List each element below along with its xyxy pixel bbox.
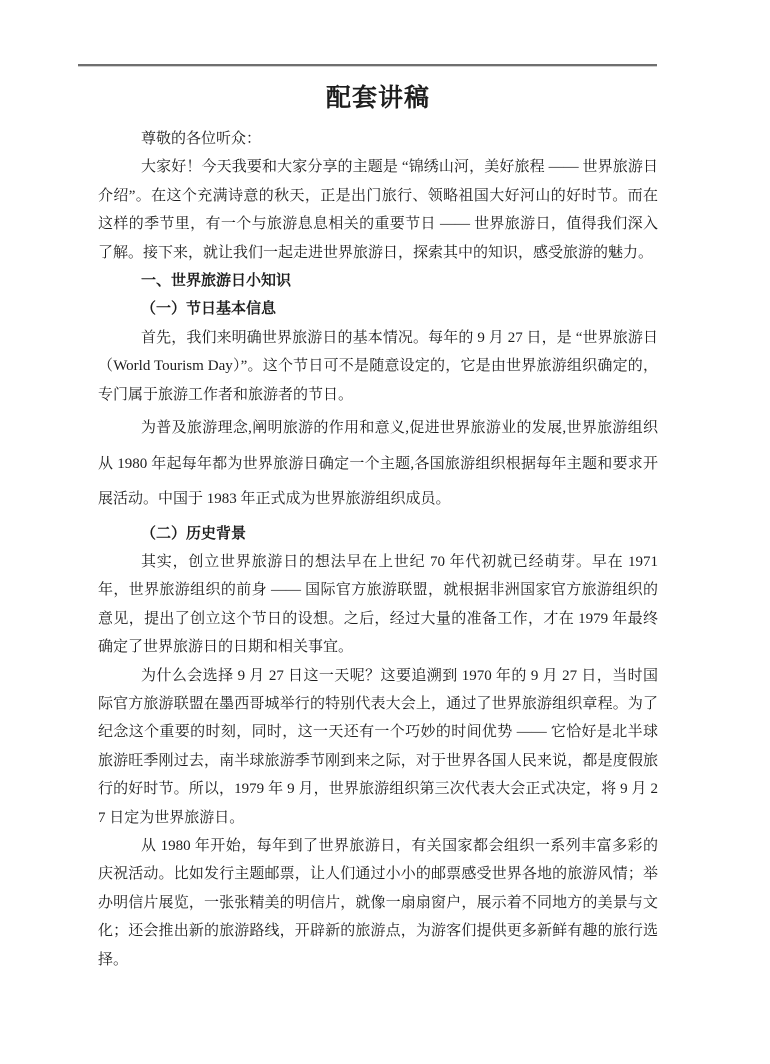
paragraph-date-selection: 为什么会选择 9 月 27 日这一天呢？这要追溯到 1970 年的 9 月 27 日，当时国际官方旅游联盟在墨西哥城举行的特别代表大会上，通过了世界旅游组织章程。为了纪念这个重要的时刻，同时，这一天还有一个巧妙的时间优势 —— 它恰好是北半球旅游旺季刚过去，南半球旅游季节刚到来之际，对于世界各国人民来说，都是度假旅行的好时节。所以，1979 年 9 月，世界旅游组织第三次代表大会正式决定，将 9 月 27 日定为世界旅游日。 xyxy=(98,667,658,826)
page-title: 配套讲稿 xyxy=(325,85,430,112)
paragraph-basic-info: 首先，我们来明确世界旅游日的基本情况。每年的 9 月 27 日，是 “世界旅游日（World Tourism Day）”。这个节日可不是随意设定的，它是由世界旅游组织确定的，专门属于旅游工作者和旅游者的节日。 xyxy=(98,329,658,403)
document-body xyxy=(98,125,658,974)
salutation: 尊敬的各位听众： xyxy=(141,131,262,147)
paragraph-theme-activities: 为普及旅游理念,阐明旅游的作用和意义,促进世界旅游业的发展,世界旅游组织从 1980 年起每年都为世界旅游日确定一个主题,各国旅游组织根据每年主题和要求开展活动。中国于 1983 年正式成为世界旅游组织成员。 xyxy=(98,420,658,508)
document-page xyxy=(0,64,770,1064)
paragraph-celebrations: 从 1980 年开始，每年到了世界旅游日，有关国家都会组织一系列丰富多彩的庆祝活动。比如发行主题邮票，让人们通过小小的邮票感受世界各地的旅游风情；举办明信片展览，一张张精美的明信片，就像一扇扇窗户，展示着不同地方的美景与文化；还会推出新的旅游路线，开辟新的旅游点，为游客们提供更多新鲜有趣的旅行选择。 xyxy=(98,838,658,968)
paragraph-intro: 大家好！今天我要和大家分享的主题是 “锦绣山河，美好旅程 —— 世界旅游日介绍”。在这个充满诗意的秋天，正是出门旅行、领略祖国大好河山的好时节。而在这样的季节里，有一个与旅游息息相关的重要节日 —— 世界旅游日，值得我们深入了解。接下来，就让我们一起走进世界旅游日，探索其中的知识，感受旅游的魅力。 xyxy=(98,159,658,261)
subsection-heading-basic-info: （一）节日基本信息 xyxy=(141,301,277,318)
subsection-heading-history: （二）历史背景 xyxy=(141,525,247,542)
section-heading-world-tourism-day-knowledge: 一、世界旅游日小知识 xyxy=(141,273,292,290)
paragraph-history-origin: 其实，创立世界旅游日的想法早在上世纪 70 年代初就已经萌芽。早在 1971 年，世界旅游组织的前身 —— 国际官方旅游联盟，就根据非洲国家官方旅游组织的意见，提出了创立这个节日的设想。之后，经过大量的准备工作，才在 1979 年最终确定了世界旅游日的日期和相关事宜。 xyxy=(98,553,658,656)
header-rule xyxy=(78,64,657,67)
